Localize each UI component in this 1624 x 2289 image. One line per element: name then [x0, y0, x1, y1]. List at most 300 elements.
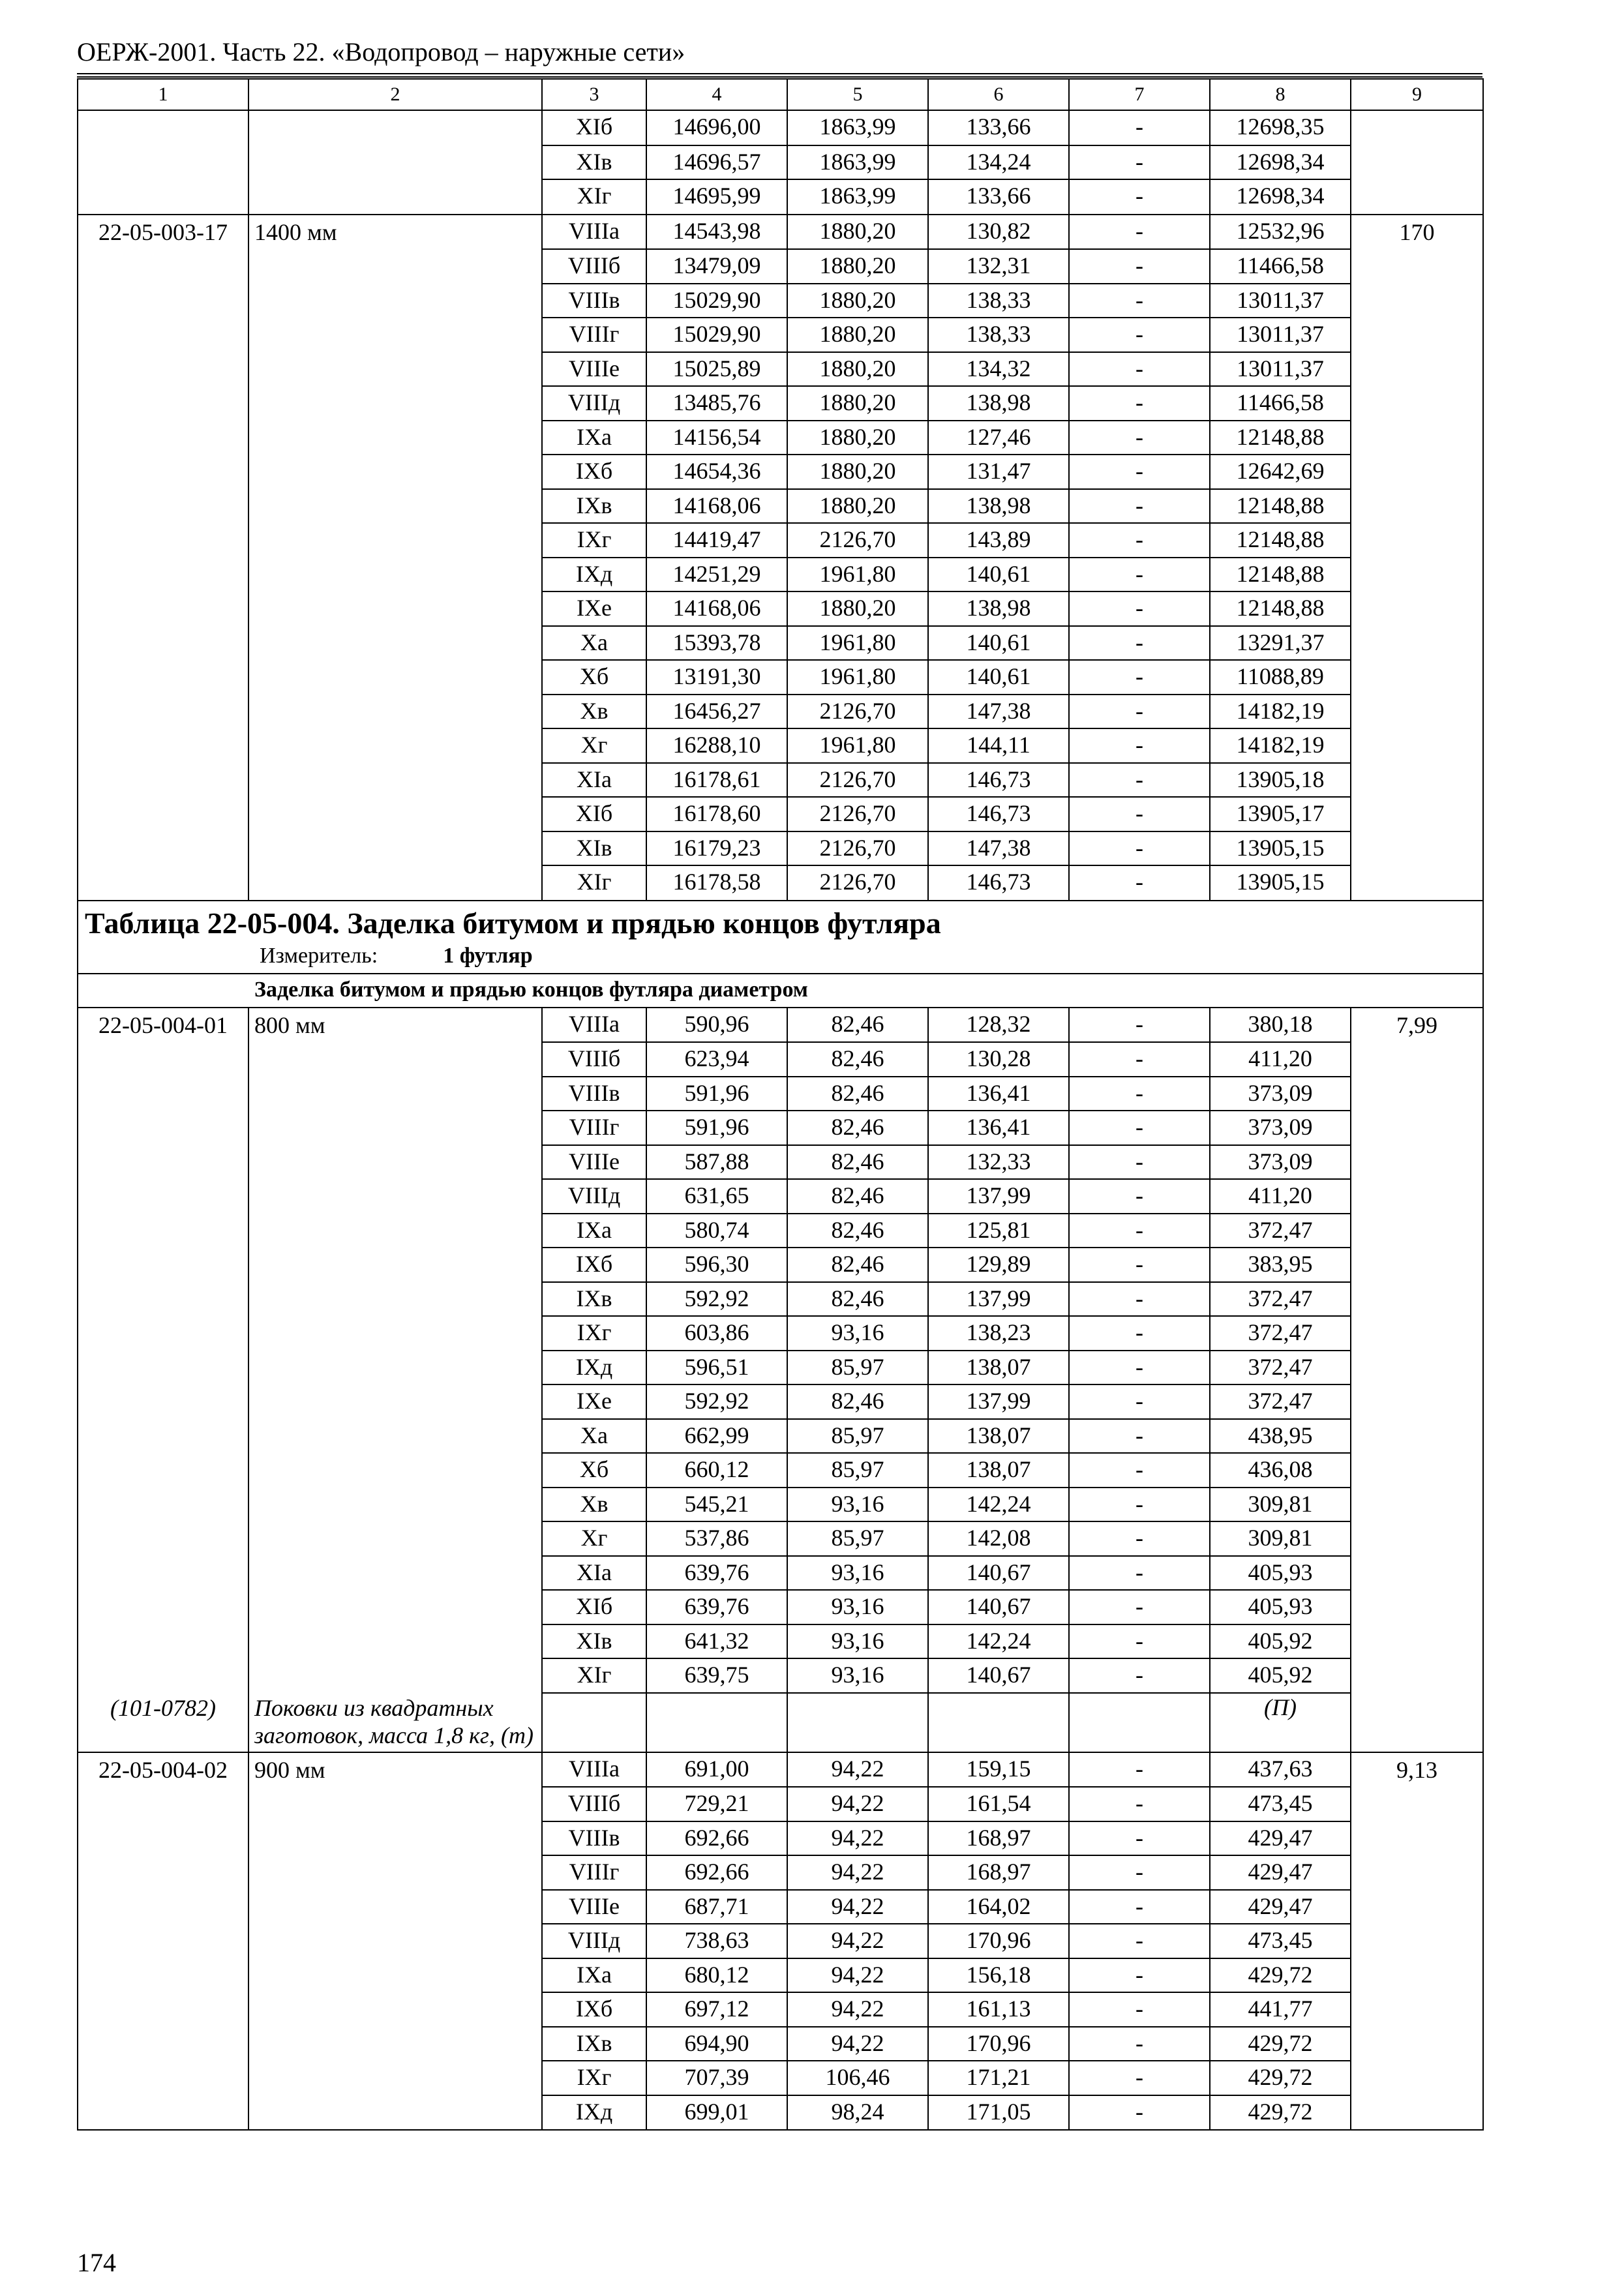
value-cell: 1880,20	[787, 352, 928, 387]
work-name-cell	[248, 179, 542, 215]
value-cell: 429,47	[1210, 1855, 1351, 1890]
zone-cell: XIб	[542, 797, 646, 831]
col9-cell	[1351, 1590, 1483, 1624]
value-cell: 15025,89	[646, 352, 787, 387]
value-cell: -	[1069, 284, 1210, 318]
value-cell: -	[1069, 1179, 1210, 1214]
work-name-cell	[248, 558, 542, 592]
value-cell: 106,46	[787, 2061, 928, 2095]
value-cell: -	[1069, 1821, 1210, 1856]
value-cell: 411,20	[1210, 1042, 1351, 1077]
value-cell: 15029,90	[646, 284, 787, 318]
value-cell: 16178,61	[646, 763, 787, 798]
work-name-cell	[248, 1488, 542, 1522]
value-cell: 372,47	[1210, 1384, 1351, 1419]
value-cell: -	[1069, 728, 1210, 763]
table-row	[78, 455, 1483, 489]
value-cell: 14251,29	[646, 558, 787, 592]
value-cell: 168,97	[928, 1855, 1069, 1890]
value-cell: 1961,80	[787, 558, 928, 592]
value-cell: 146,73	[928, 763, 1069, 798]
note-row	[78, 1693, 1483, 1752]
value-cell: 373,09	[1210, 1145, 1351, 1180]
col9-cell: 9,13	[1351, 1752, 1483, 1788]
work-name-cell	[248, 386, 542, 421]
col9-cell	[1351, 558, 1483, 592]
work-name-cell	[248, 797, 542, 831]
zone-cell: VIIIв	[542, 284, 646, 318]
value-cell: -	[1069, 215, 1210, 250]
value-cell: 14156,54	[646, 421, 787, 455]
value-cell: -	[1069, 831, 1210, 866]
work-name-cell	[248, 1282, 542, 1317]
value-cell: 592,92	[646, 1384, 787, 1419]
zone-cell: Xв	[542, 695, 646, 729]
value-cell: -	[1069, 1521, 1210, 1556]
col9-cell	[1351, 1111, 1483, 1145]
table-row	[78, 660, 1483, 695]
value-cell: 138,98	[928, 489, 1069, 524]
table-row	[78, 728, 1483, 763]
value-cell: 699,01	[646, 2095, 787, 2131]
value-cell: 383,95	[1210, 1248, 1351, 1282]
note-text: Поковки из квадратных заготовок, масса 1,8 кг, (т)	[248, 1693, 542, 1752]
work-name-cell	[248, 1179, 542, 1214]
value-cell: 82,46	[787, 1214, 928, 1248]
value-cell: 13291,37	[1210, 626, 1351, 661]
value-cell: 14168,06	[646, 591, 787, 626]
value-cell: 2126,70	[787, 523, 928, 558]
value-cell: 591,96	[646, 1077, 787, 1111]
value-cell: -	[1069, 2095, 1210, 2131]
work-name-cell	[248, 1958, 542, 1993]
value-cell: 137,99	[928, 1282, 1069, 1317]
value-cell: 12698,35	[1210, 110, 1351, 145]
table-title-row	[78, 901, 1483, 974]
value-cell: 438,95	[1210, 1419, 1351, 1454]
value-cell: 12148,88	[1210, 523, 1351, 558]
rate-code-cell: 22-05-004-01	[78, 1008, 248, 1043]
table-row	[78, 1658, 1483, 1693]
value-cell: -	[1069, 145, 1210, 180]
rate-code-cell	[78, 1821, 248, 1856]
value-cell: -	[1069, 1248, 1210, 1282]
rate-code-cell	[78, 1248, 248, 1282]
table-row	[78, 865, 1483, 901]
zone-cell: XIг	[542, 865, 646, 901]
value-cell: 130,82	[928, 215, 1069, 250]
value-cell: -	[1069, 626, 1210, 661]
value-cell: 94,22	[787, 1890, 928, 1924]
value-cell: 405,92	[1210, 1624, 1351, 1659]
value-cell: 82,46	[787, 1282, 928, 1317]
table-row	[78, 249, 1483, 284]
value-cell: 680,12	[646, 1958, 787, 1993]
value-cell: -	[1069, 1453, 1210, 1488]
col9-cell	[1351, 284, 1483, 318]
value-cell: -	[1069, 1890, 1210, 1924]
work-name-cell	[248, 2027, 542, 2061]
value-cell: 13485,76	[646, 386, 787, 421]
value-cell: 82,46	[787, 1384, 928, 1419]
header-rule	[77, 76, 1482, 78]
value-cell: 93,16	[787, 1624, 928, 1659]
col9-cell	[1351, 489, 1483, 524]
value-cell: 85,97	[787, 1453, 928, 1488]
value-cell: 405,93	[1210, 1590, 1351, 1624]
value-cell: 309,81	[1210, 1488, 1351, 1522]
work-name-cell	[248, 1821, 542, 1856]
table-row	[78, 318, 1483, 352]
value-cell: 125,81	[928, 1214, 1069, 1248]
value-cell: 697,12	[646, 1992, 787, 2027]
column-number: 7	[1069, 79, 1210, 110]
col9-cell	[1351, 2027, 1483, 2061]
table-row	[78, 1521, 1483, 1556]
value-cell: 580,74	[646, 1214, 787, 1248]
work-name-cell	[248, 728, 542, 763]
value-cell: 13905,15	[1210, 831, 1351, 866]
table-row	[78, 831, 1483, 866]
value-cell: 372,47	[1210, 1214, 1351, 1248]
value-cell: 1863,99	[787, 179, 928, 215]
value-cell: 13011,37	[1210, 284, 1351, 318]
col9-cell	[1351, 831, 1483, 866]
value-cell: 473,45	[1210, 1924, 1351, 1958]
value-cell: 82,46	[787, 1248, 928, 1282]
zone-cell: VIIIд	[542, 1179, 646, 1214]
value-cell: -	[1069, 591, 1210, 626]
work-name-cell	[248, 1890, 542, 1924]
value-cell: 639,76	[646, 1590, 787, 1624]
value-cell: 136,41	[928, 1111, 1069, 1145]
table-row	[78, 626, 1483, 661]
col9-cell	[1351, 2095, 1483, 2131]
table-row	[78, 179, 1483, 215]
zone-cell: VIIIа	[542, 1752, 646, 1788]
value-cell: 94,22	[787, 2027, 928, 2061]
table-row	[78, 1077, 1483, 1111]
note-class: (П)	[1210, 1693, 1351, 1752]
zone-cell: IXг	[542, 1316, 646, 1351]
rate-code-cell	[78, 1179, 248, 1214]
table-row	[78, 215, 1483, 250]
value-cell: 137,99	[928, 1179, 1069, 1214]
col9-cell	[1351, 352, 1483, 387]
value-cell: 164,02	[928, 1890, 1069, 1924]
value-cell: -	[1069, 695, 1210, 729]
work-name-cell	[248, 865, 542, 901]
rate-code-cell	[78, 558, 248, 592]
table-row	[78, 1958, 1483, 1993]
rate-code-cell	[78, 1992, 248, 2027]
value-cell: 98,24	[787, 2095, 928, 2131]
value-cell: 133,66	[928, 110, 1069, 145]
rate-code-cell	[78, 660, 248, 695]
work-name-cell	[248, 1248, 542, 1282]
value-cell: 738,63	[646, 1924, 787, 1958]
value-cell: -	[1069, 318, 1210, 352]
zone-cell: XIг	[542, 1658, 646, 1693]
rate-code-cell	[78, 1658, 248, 1693]
col9-cell	[1351, 455, 1483, 489]
col9-cell	[1351, 1890, 1483, 1924]
zone-cell: Xв	[542, 1488, 646, 1522]
zone-cell: VIIIе	[542, 1145, 646, 1180]
value-cell: -	[1069, 523, 1210, 558]
work-name-cell	[248, 455, 542, 489]
value-cell: 429,47	[1210, 1821, 1351, 1856]
rate-code-cell	[78, 1488, 248, 1522]
value-cell: 429,72	[1210, 1958, 1351, 1993]
table-row	[78, 1008, 1483, 1043]
value-cell: 16178,58	[646, 865, 787, 901]
rate-code-cell	[78, 1384, 248, 1419]
value-cell: 12532,96	[1210, 215, 1351, 250]
work-name-cell	[248, 145, 542, 180]
value-cell: 662,99	[646, 1419, 787, 1454]
table-row	[78, 284, 1483, 318]
col9-cell	[1351, 1384, 1483, 1419]
rate-code-cell	[78, 145, 248, 180]
col9-cell	[1351, 1521, 1483, 1556]
value-cell: 380,18	[1210, 1008, 1351, 1043]
value-cell: 94,22	[787, 1924, 928, 1958]
value-cell: 138,07	[928, 1419, 1069, 1454]
value-cell: -	[1069, 1077, 1210, 1111]
value-cell: 168,97	[928, 1821, 1069, 1856]
value-cell: 140,61	[928, 558, 1069, 592]
value-cell: 129,89	[928, 1248, 1069, 1282]
value-cell: 93,16	[787, 1590, 928, 1624]
value-cell: 1880,20	[787, 386, 928, 421]
table-row	[78, 1351, 1483, 1385]
value-cell: 437,63	[1210, 1752, 1351, 1788]
work-name-cell	[248, 110, 542, 145]
col9-cell	[1351, 1488, 1483, 1522]
value-cell: 147,38	[928, 695, 1069, 729]
table-row	[78, 591, 1483, 626]
col9-cell	[1351, 660, 1483, 695]
value-cell: 405,92	[1210, 1658, 1351, 1693]
empty-cell	[646, 1693, 787, 1752]
work-name-cell	[248, 1624, 542, 1659]
value-cell: 596,30	[646, 1248, 787, 1282]
zone-cell: VIIIа	[542, 215, 646, 250]
col9-cell	[1351, 1282, 1483, 1317]
col9-cell	[1351, 1624, 1483, 1659]
value-cell: 14543,98	[646, 215, 787, 250]
value-cell: 2126,70	[787, 865, 928, 901]
value-cell: 429,72	[1210, 2027, 1351, 2061]
col9-cell	[1351, 110, 1483, 145]
col9-cell	[1351, 249, 1483, 284]
zone-cell: XIг	[542, 179, 646, 215]
rate-code-cell	[78, 2095, 248, 2131]
rate-code-cell	[78, 763, 248, 798]
table-row	[78, 352, 1483, 387]
value-cell: 134,24	[928, 145, 1069, 180]
value-cell: 692,66	[646, 1855, 787, 1890]
value-cell: 82,46	[787, 1111, 928, 1145]
zone-cell: XIб	[542, 1590, 646, 1624]
rate-code-cell	[78, 284, 248, 318]
value-cell: 137,99	[928, 1384, 1069, 1419]
zone-cell: XIб	[542, 110, 646, 145]
zone-cell: IXа	[542, 1958, 646, 1993]
value-cell: 12148,88	[1210, 591, 1351, 626]
work-name-cell	[248, 1521, 542, 1556]
value-cell: 13011,37	[1210, 352, 1351, 387]
table-row	[78, 1042, 1483, 1077]
rate-code-cell	[78, 1556, 248, 1591]
zone-cell: IXб	[542, 455, 646, 489]
zone-cell: IXв	[542, 489, 646, 524]
value-cell: 132,31	[928, 249, 1069, 284]
rate-code-cell	[78, 1855, 248, 1890]
rate-code-cell	[78, 2061, 248, 2095]
work-name-cell	[248, 626, 542, 661]
col9-cell	[1351, 797, 1483, 831]
value-cell: 142,24	[928, 1488, 1069, 1522]
table-row	[78, 1282, 1483, 1317]
table-row	[78, 1316, 1483, 1351]
table-row	[78, 1179, 1483, 1214]
value-cell: 171,05	[928, 2095, 1069, 2131]
value-cell: 12642,69	[1210, 455, 1351, 489]
work-name-cell: 800 мм	[248, 1008, 542, 1043]
value-cell: 138,23	[928, 1316, 1069, 1351]
value-cell: 140,67	[928, 1658, 1069, 1693]
value-cell: 140,61	[928, 626, 1069, 661]
work-name-cell	[248, 695, 542, 729]
value-cell: 140,61	[928, 660, 1069, 695]
rate-code-cell	[78, 352, 248, 387]
value-cell: 171,21	[928, 2061, 1069, 2095]
value-cell: -	[1069, 1042, 1210, 1077]
table-row	[78, 695, 1483, 729]
value-cell: 93,16	[787, 1316, 928, 1351]
work-name-cell	[248, 1855, 542, 1890]
col9-cell	[1351, 179, 1483, 215]
table-row	[78, 1924, 1483, 1958]
value-cell: 309,81	[1210, 1521, 1351, 1556]
value-cell: -	[1069, 249, 1210, 284]
zone-cell: IXг	[542, 2061, 646, 2095]
value-cell: -	[1069, 558, 1210, 592]
value-cell: -	[1069, 455, 1210, 489]
zone-cell: VIIIе	[542, 1890, 646, 1924]
value-cell: 639,75	[646, 1658, 787, 1693]
value-cell: 170,96	[928, 1924, 1069, 1958]
zone-cell: IXд	[542, 1351, 646, 1385]
table-row	[78, 1855, 1483, 1890]
column-number-row	[78, 79, 1483, 110]
table-row	[78, 1590, 1483, 1624]
zone-cell: XIв	[542, 145, 646, 180]
value-cell: 372,47	[1210, 1282, 1351, 1317]
zone-cell: VIIIб	[542, 1787, 646, 1821]
rate-code-cell	[78, 695, 248, 729]
col9-cell	[1351, 865, 1483, 901]
empty-cell	[928, 1693, 1069, 1752]
col9-cell	[1351, 523, 1483, 558]
col9-cell	[1351, 1077, 1483, 1111]
value-cell: 12148,88	[1210, 421, 1351, 455]
value-cell: 687,71	[646, 1890, 787, 1924]
value-cell: -	[1069, 1924, 1210, 1958]
value-cell: 133,66	[928, 179, 1069, 215]
rate-code-cell	[78, 831, 248, 866]
value-cell: -	[1069, 1316, 1210, 1351]
work-name-cell	[248, 2095, 542, 2131]
work-name-cell	[248, 1924, 542, 1958]
value-cell: 147,38	[928, 831, 1069, 866]
value-cell: 82,46	[787, 1042, 928, 1077]
work-name-cell	[248, 2061, 542, 2095]
table-row	[78, 1111, 1483, 1145]
value-cell: 11088,89	[1210, 660, 1351, 695]
value-cell: 592,92	[646, 1282, 787, 1317]
value-cell: 12148,88	[1210, 558, 1351, 592]
value-cell: 372,47	[1210, 1351, 1351, 1385]
zone-cell: Xг	[542, 728, 646, 763]
table-row	[78, 386, 1483, 421]
value-cell: 15393,78	[646, 626, 787, 661]
value-cell: 131,47	[928, 455, 1069, 489]
value-cell: -	[1069, 1556, 1210, 1591]
rate-code-cell	[78, 591, 248, 626]
value-cell: 537,86	[646, 1521, 787, 1556]
zone-cell: Xг	[542, 1521, 646, 1556]
value-cell: 94,22	[787, 1752, 928, 1788]
value-cell: 11466,58	[1210, 249, 1351, 284]
table-row	[78, 145, 1483, 180]
col9-cell	[1351, 1787, 1483, 1821]
rate-code-cell	[78, 728, 248, 763]
table-row	[78, 1752, 1483, 1788]
value-cell: 429,72	[1210, 2061, 1351, 2095]
table-row	[78, 1787, 1483, 1821]
rate-code-cell	[78, 1042, 248, 1077]
value-cell: 12698,34	[1210, 145, 1351, 180]
value-cell: 140,67	[928, 1556, 1069, 1591]
table-row	[78, 1145, 1483, 1180]
zone-cell: IXв	[542, 2027, 646, 2061]
value-cell: 373,09	[1210, 1111, 1351, 1145]
rate-code-cell	[78, 1145, 248, 1180]
value-cell: -	[1069, 352, 1210, 387]
page-header: ОЕРЖ-2001. Часть 22. «Водопровод – наружные сети»	[77, 37, 685, 67]
value-cell: 159,15	[928, 1752, 1069, 1788]
zone-cell: IXе	[542, 591, 646, 626]
value-cell: 1880,20	[787, 249, 928, 284]
work-name-cell	[248, 1556, 542, 1591]
value-cell: 142,08	[928, 1521, 1069, 1556]
value-cell: 436,08	[1210, 1453, 1351, 1488]
value-cell: -	[1069, 1658, 1210, 1693]
zone-cell: IXд	[542, 558, 646, 592]
zone-cell: VIIIв	[542, 1077, 646, 1111]
table-row	[78, 421, 1483, 455]
value-cell: 85,97	[787, 1521, 928, 1556]
table-row	[78, 2061, 1483, 2095]
col9-cell	[1351, 591, 1483, 626]
zone-cell: VIIIа	[542, 1008, 646, 1043]
value-cell: 631,65	[646, 1179, 787, 1214]
value-cell: 130,28	[928, 1042, 1069, 1077]
value-cell: 587,88	[646, 1145, 787, 1180]
